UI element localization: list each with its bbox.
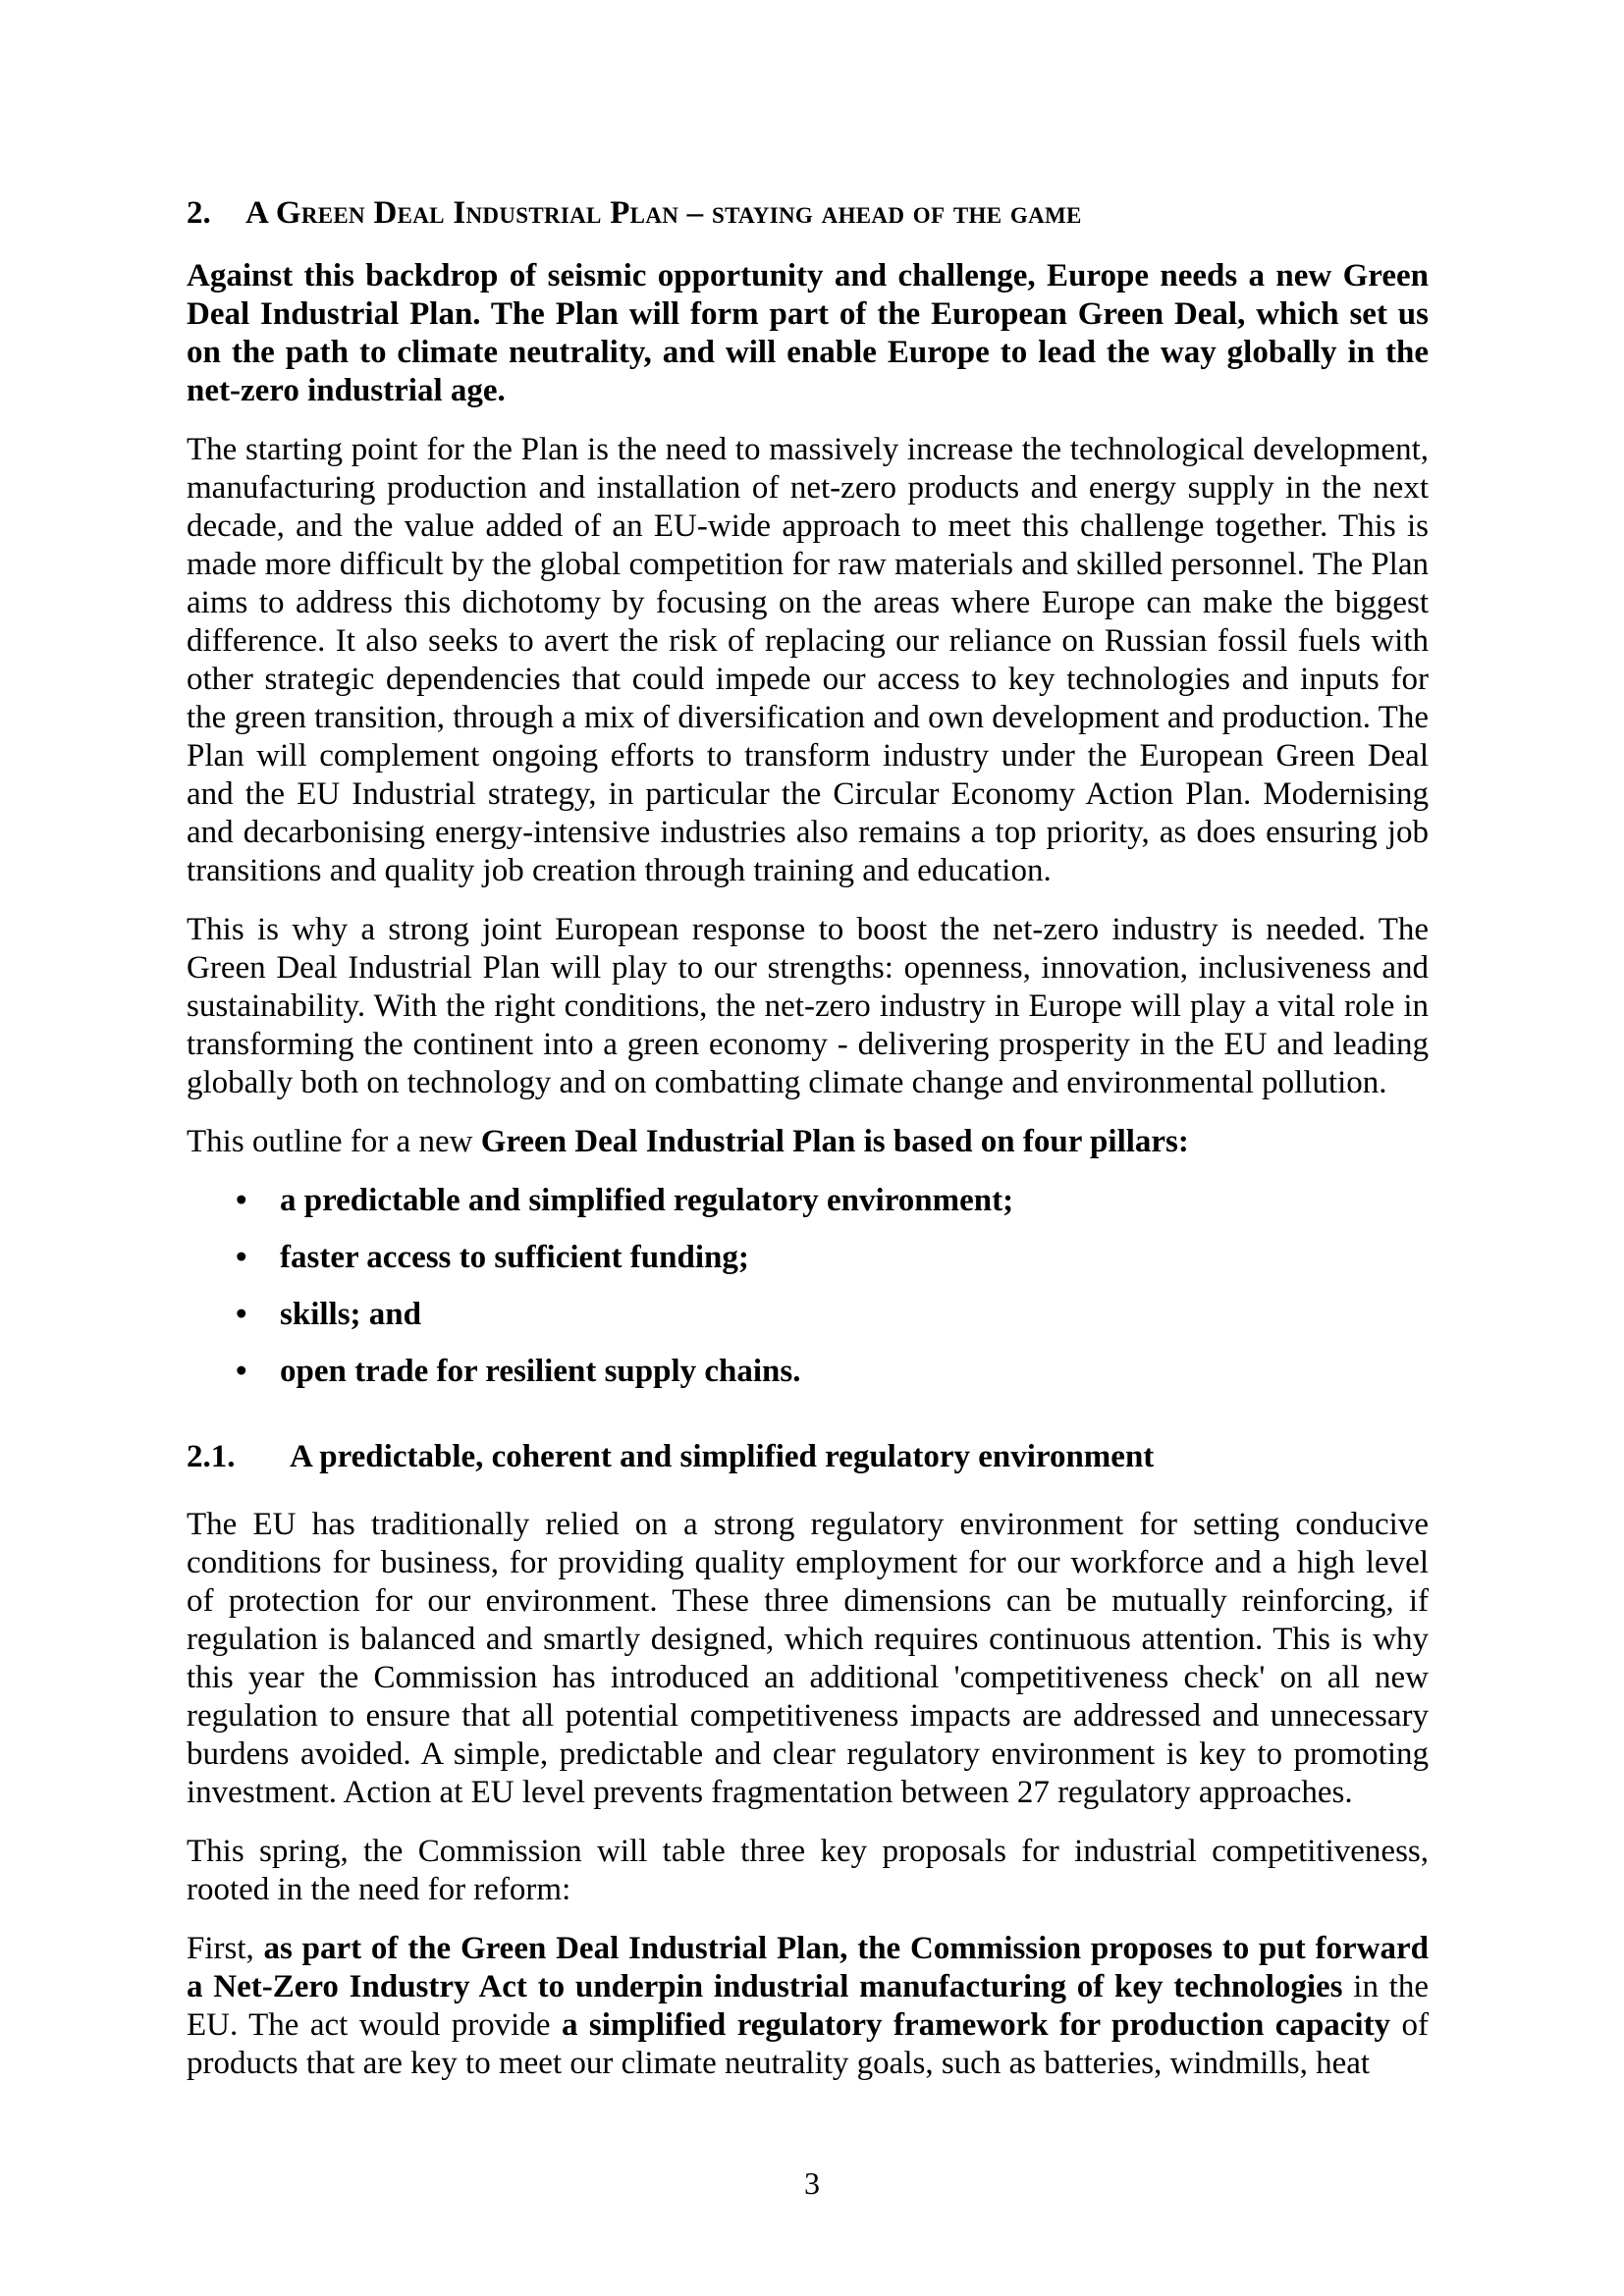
subsection-heading-title: A predictable, coherent and simplified regulatory environment [290,1439,1155,1474]
net-zero-act-run-bold-2: a simplified regulatory framework for production capacity [561,2007,1391,2043]
page-number: 3 [804,2165,820,2201]
pillar-label: skills; and [280,1297,421,1332]
pillars-list [187,1182,1429,1391]
section-heading-number: 2. [187,195,211,231]
subsection-heading-number: 2.1. [187,1439,236,1474]
net-zero-act-run-regular-2: in the EU. The act would provide [187,1969,1429,2043]
page-footer [0,2164,1624,2204]
document-content [187,194,1429,2104]
bullet-icon: • [236,1297,247,1332]
paragraph-spring-proposals: This spring, the Commission will table three key proposals for industrial competitiveness, rooted in the need for reform: [187,1834,1429,1907]
net-zero-act-run-regular-1: First, [187,1931,264,1966]
four-pillars-intro-bold: Green Deal Industrial Plan is based on four pillars: [480,1124,1189,1159]
pillar-label: faster access to sufficient funding; [280,1240,749,1275]
net-zero-act-run-regular-3: of products that are key to meet our climate neutrality goals, such as batteries, windmills, heat [187,2007,1429,2081]
list-item [187,1353,1429,1391]
section-heading [187,194,1429,233]
section-heading-title: A Green Deal Industrial Plan – staying ahead of the game [245,195,1082,231]
list-item [187,1182,1429,1220]
pillar-label: a predictable and simplified regulatory environment; [280,1183,1014,1218]
list-item [187,1296,1429,1334]
paragraph-net-zero-act [187,1930,1429,2083]
net-zero-act-run-bold-1: as part of the Green Deal Industrial Plan, the Commission proposes to put forward a Net-Zero Industry Act to underpin industrial manufacturing of key technologies [187,1931,1429,2004]
bullet-icon: • [236,1183,247,1218]
list-item [187,1239,1429,1277]
paragraph-joint-response: This is why a strong joint European response to boost the net-zero industry is needed. The Green Deal Industrial Plan will play to our strengths: openness, innovation, inclusiveness and sustainability. With the right conditions, the net-zero industry in Europe will play a vital role in transforming the continent into a green economy - delivering prosperity in the EU and leading globally both on technology and on combatting climate change and environmental pollution. [187,912,1429,1100]
paragraph-four-pillars-intro [187,1123,1429,1161]
pillar-label: open trade for resilient supply chains. [280,1354,801,1389]
lead-paragraph: Against this backdrop of seismic opportunity and challenge, Europe needs a new Green Deal Industrial Plan. The Plan will form part of the European Green Deal, which set us on the path to climate neutrality, and will enable Europe to lead the way globally in the net-zero industrial age. [187,258,1429,408]
bullet-icon: • [236,1354,247,1389]
paragraph-regulatory-environment: The EU has traditionally relied on a strong regulatory environment for setting conducive conditions for business, for providing quality employment for our workforce and a high level of protection for our environment. These three dimensions can be mutually reinforcing, if regulation is balanced and smartly designed, which requires continuous attention. This is why this year the Commission has introduced an additional 'competitiveness check' on all new regulation to ensure that all potential competitiveness impacts are addressed and unnecessary burdens avoided. A simple, predictable and clear regulatory environment is key to promoting investment. Action at EU level prevents fragmentation between 27 regulatory approaches. [187,1507,1429,1810]
subsection-heading [187,1438,1429,1476]
bullet-icon: • [236,1240,247,1275]
four-pillars-intro-regular: This outline for a new [187,1124,481,1159]
paragraph-starting-point: The starting point for the Plan is the need to massively increase the technological development, manufacturing production and installation of net-zero products and energy supply in the next decade, and the value added of an EU-wide approach to meet this challenge together. This is made more difficult by the global competition for raw materials and skilled personnel. The Plan aims to address this dichotomy by focusing on the areas where Europe can make the biggest difference. It also seeks to avert the risk of replacing our reliance on Russian fossil fuels with other strategic dependencies that could impede our access to key technologies and inputs for the green transition, through a mix of diversification and own development and production. The Plan will complement ongoing efforts to transform industry under the European Green Deal and the EU Industrial strategy, in particular the Circular Economy Action Plan. Modernising and decarbonising energy-intensive industries also remains a top priority, as does ensuring job transitions and quality job creation through training and education. [187,432,1429,888]
